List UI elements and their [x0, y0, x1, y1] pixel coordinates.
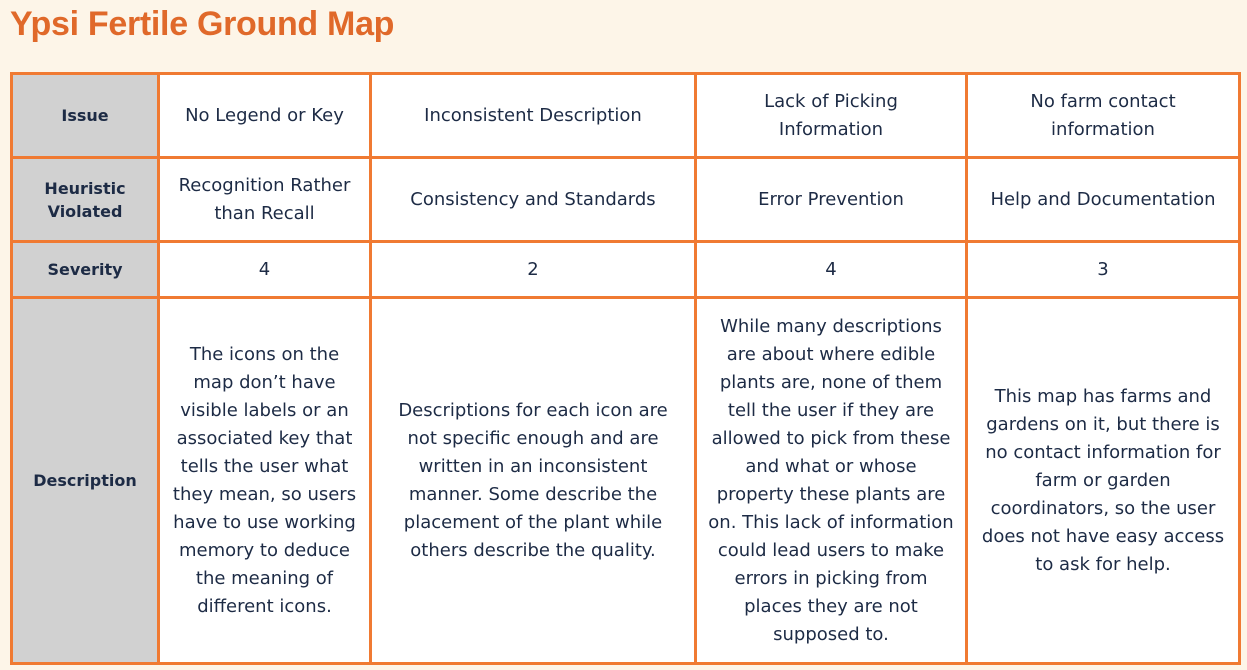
severity-row [12, 242, 1240, 298]
issue-cell: No farm contact information [967, 74, 1240, 158]
severity-cell: 2 [371, 242, 696, 298]
row-header-heuristic: Heuristic Violated [12, 158, 159, 242]
row-header-severity: Severity [12, 242, 159, 298]
heuristic-row [12, 158, 1240, 242]
page-title: Ypsi Fertile Ground Map [10, 5, 395, 43]
issue-row [12, 74, 1240, 158]
severity-cell: 4 [159, 242, 371, 298]
description-cell [696, 298, 967, 664]
issue-cell: No Legend or Key [159, 74, 371, 158]
issue-cell: Lack of Picking Information [696, 74, 967, 158]
description-text: While many descriptions are about where edible plants are, none of them tell the user if they are allowed to pick from these and what or whose property these plants are on. This lack of information could lead users to make errors in picking from places they are not supposed to. [708, 315, 954, 645]
description-text: This map has farms and gardens on it, but there is no contact information for farm or garden coordinators, so the user does not have easy access to ask for help. [981, 385, 1225, 575]
heuristic-cell: Recognition Rather than Recall [159, 158, 371, 242]
description-text: The icons on the map don’t have visible labels or an associated key that tells the user what they mean, so users have to use working memory to deduce the meaning of different icons. [172, 343, 357, 617]
heuristic-evaluation-table [10, 72, 1241, 665]
row-header-issue: Issue [12, 74, 159, 158]
description-cell [159, 298, 371, 664]
severity-cell: 4 [696, 242, 967, 298]
description-cell [371, 298, 696, 664]
heuristic-cell: Help and Documentation [967, 158, 1240, 242]
description-row [12, 298, 1240, 664]
description-text: Descriptions for each icon are not specific enough and are written in an inconsistent manner. Some describe the placement of the plant while others describe the quality. [398, 399, 668, 561]
severity-cell: 3 [967, 242, 1240, 298]
heuristic-cell: Consistency and Standards [371, 158, 696, 242]
heuristic-cell: Error Prevention [696, 158, 967, 242]
issue-cell: Inconsistent Description [371, 74, 696, 158]
row-header-description: Description [12, 298, 159, 664]
description-cell [967, 298, 1240, 664]
